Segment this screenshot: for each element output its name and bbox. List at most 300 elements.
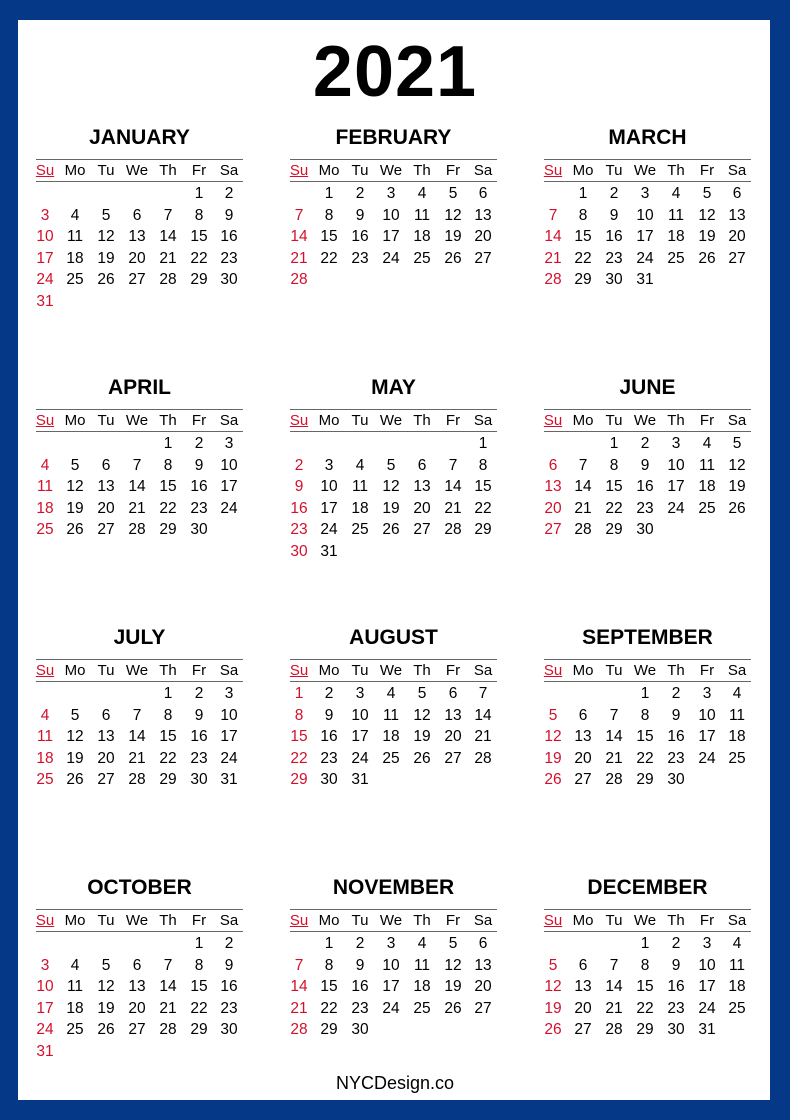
date: 25: [413, 249, 431, 267]
weekday-label: Sa: [727, 662, 747, 679]
sunday-date: 30: [290, 543, 308, 560]
date: 3: [702, 685, 712, 702]
date: 5: [70, 456, 80, 474]
weekday-header-top-rule: [36, 909, 243, 910]
date: 21: [474, 728, 492, 746]
date: 2: [640, 435, 650, 452]
date: 15: [159, 728, 177, 746]
date: 19: [97, 249, 115, 267]
date: 7: [163, 206, 173, 224]
weekday-label: Sa: [727, 162, 747, 179]
date: 25: [698, 499, 716, 517]
date: 18: [728, 978, 746, 996]
sunday-date: 6: [548, 456, 558, 474]
date: 18: [667, 228, 685, 246]
date: 15: [574, 228, 592, 246]
date: 9: [224, 956, 234, 974]
date: 21: [574, 499, 592, 517]
sunday-date: 21: [290, 999, 308, 1017]
date: 15: [474, 478, 492, 496]
date: 3: [355, 685, 365, 702]
weekday-label: Tu: [97, 162, 115, 179]
date: 15: [190, 228, 208, 246]
date: 25: [66, 271, 84, 289]
date: 4: [417, 185, 427, 202]
weekday-header-bottom-rule: [36, 931, 243, 932]
date: 9: [355, 206, 365, 224]
sunday-date: 28: [290, 1021, 308, 1039]
date: 17: [320, 499, 338, 517]
date: 12: [97, 228, 115, 246]
weekday-label: Mo: [318, 662, 340, 679]
weekday-header-top-rule: [544, 409, 751, 410]
date: 30: [220, 271, 238, 289]
date: 9: [324, 706, 334, 724]
weekday-label: Su: [35, 162, 55, 179]
weekday-label: Mo: [64, 912, 86, 929]
date: 10: [382, 956, 400, 974]
date: 12: [728, 456, 746, 474]
date: 8: [640, 706, 650, 724]
date: 20: [97, 749, 115, 767]
date: 11: [698, 456, 716, 474]
date: 20: [574, 749, 592, 767]
date: 19: [66, 749, 84, 767]
weekday-header: [36, 161, 243, 181]
date: 5: [101, 206, 111, 224]
weekday-label: We: [125, 412, 149, 429]
weekday-label: Fr: [699, 412, 715, 429]
date: 15: [320, 228, 338, 246]
date: 19: [413, 728, 431, 746]
weekday-label: Mo: [318, 412, 340, 429]
date: 3: [224, 435, 234, 452]
date: 26: [413, 749, 431, 767]
date: 3: [640, 185, 650, 202]
weekday-label: Th: [413, 662, 431, 679]
weekday-header-bottom-rule: [36, 181, 243, 182]
weekday-label: We: [379, 662, 403, 679]
weekday-label: Su: [543, 412, 563, 429]
sunday-date: 18: [36, 749, 54, 767]
date: 17: [636, 228, 654, 246]
sunday-date: 20: [544, 499, 562, 517]
weekday-label: Sa: [219, 162, 239, 179]
sunday-date: 24: [36, 1021, 54, 1039]
weekday-label: We: [633, 912, 657, 929]
date: 13: [574, 978, 592, 996]
date: 18: [728, 728, 746, 746]
date: 21: [605, 749, 623, 767]
date: 21: [159, 249, 177, 267]
weekday-label: Su: [543, 162, 563, 179]
date: 12: [444, 206, 462, 224]
date: 12: [413, 706, 431, 724]
weekday-label: Fr: [191, 162, 207, 179]
sunday-date: 7: [294, 956, 304, 974]
weekday-label: Fr: [445, 162, 461, 179]
weekday-label: Sa: [473, 912, 493, 929]
date: 25: [728, 999, 746, 1017]
date: 7: [163, 956, 173, 974]
date: 13: [728, 206, 746, 224]
date: 24: [351, 749, 369, 767]
weekday-header: [544, 161, 751, 181]
weekday-label: Fr: [191, 912, 207, 929]
date: 8: [163, 456, 173, 474]
weekday-label: Sa: [219, 412, 239, 429]
date: 20: [128, 249, 146, 267]
weekday-label: Tu: [351, 662, 369, 679]
weekday-label: Mo: [572, 162, 594, 179]
sunday-date: 17: [36, 999, 54, 1017]
date: 24: [698, 749, 716, 767]
date: 18: [66, 249, 84, 267]
date: 8: [194, 956, 204, 974]
weekday-label: Sa: [219, 662, 239, 679]
date: 11: [413, 956, 431, 974]
date: 20: [574, 999, 592, 1017]
sunday-date: 21: [544, 249, 562, 267]
date: 4: [417, 935, 427, 952]
date: 6: [101, 456, 111, 474]
date: 2: [355, 935, 365, 952]
weekday-label: Th: [159, 662, 177, 679]
date: 5: [386, 456, 396, 474]
weekday-header-top-rule: [290, 659, 497, 660]
date: 7: [132, 456, 142, 474]
date: 14: [159, 228, 177, 246]
weekday-label: We: [125, 162, 149, 179]
date: 12: [66, 728, 84, 746]
date: 25: [382, 749, 400, 767]
weekday-header-top-rule: [290, 159, 497, 160]
weekday-header: [290, 911, 497, 931]
date: 23: [351, 999, 369, 1017]
date: 1: [609, 435, 619, 452]
date: 29: [636, 771, 654, 789]
weekday-header-bottom-rule: [544, 681, 751, 682]
sunday-date: 15: [290, 728, 308, 746]
date: 7: [448, 456, 458, 474]
date: 26: [382, 521, 400, 539]
date: 17: [351, 728, 369, 746]
date: 20: [474, 978, 492, 996]
date: 30: [190, 521, 208, 539]
date: 15: [605, 478, 623, 496]
date: 6: [417, 456, 427, 474]
date: 25: [667, 249, 685, 267]
date: 23: [220, 249, 238, 267]
date: 13: [574, 728, 592, 746]
weekday-label: Th: [667, 412, 685, 429]
sunday-date: 27: [544, 521, 562, 539]
date: 18: [66, 999, 84, 1017]
date: 28: [574, 521, 592, 539]
date: 18: [382, 728, 400, 746]
date: 13: [444, 706, 462, 724]
date: 28: [444, 521, 462, 539]
date: 10: [636, 206, 654, 224]
date: 29: [636, 1021, 654, 1039]
weekday-label: Su: [35, 912, 55, 929]
date: 13: [97, 478, 115, 496]
date: 22: [605, 499, 623, 517]
date: 23: [667, 749, 685, 767]
sunday-date: 7: [294, 206, 304, 224]
sunday-date: 26: [544, 771, 562, 789]
sunday-date: 11: [36, 478, 54, 496]
date: 25: [413, 999, 431, 1017]
date: 1: [578, 185, 588, 202]
weekday-label: Mo: [318, 912, 340, 929]
sunday-date: 25: [36, 771, 54, 789]
date: 5: [732, 435, 742, 452]
date: 2: [194, 685, 204, 702]
date: 22: [159, 749, 177, 767]
date: 25: [66, 1021, 84, 1039]
date: 10: [220, 456, 238, 474]
date: 27: [574, 771, 592, 789]
weekday-label: Su: [289, 662, 309, 679]
date: 16: [351, 228, 369, 246]
date: 8: [194, 206, 204, 224]
sunday-date: 19: [544, 999, 562, 1017]
month-name: OCTOBER: [87, 876, 192, 899]
date: 8: [609, 456, 619, 474]
weekday-header-bottom-rule: [544, 181, 751, 182]
weekday-label: Th: [413, 912, 431, 929]
date: 16: [190, 478, 208, 496]
date: 23: [220, 999, 238, 1017]
weekday-label: Tu: [351, 412, 369, 429]
date: 11: [728, 956, 746, 974]
date: 19: [66, 499, 84, 517]
date: 13: [413, 478, 431, 496]
date: 1: [640, 935, 650, 952]
date: 12: [444, 956, 462, 974]
date: 2: [324, 685, 334, 702]
date: 9: [671, 706, 681, 724]
weekday-label: Th: [159, 412, 177, 429]
date: 27: [728, 249, 746, 267]
date: 4: [732, 685, 742, 702]
date: 16: [190, 728, 208, 746]
date: 3: [324, 456, 334, 474]
weekday-header-top-rule: [544, 659, 751, 660]
date: 20: [444, 728, 462, 746]
weekday-label: Mo: [572, 412, 594, 429]
sunday-date: 31: [36, 1043, 54, 1060]
date: 3: [386, 935, 396, 952]
sunday-date: 28: [544, 271, 562, 289]
weekday-label: Sa: [219, 912, 239, 929]
date: 13: [474, 956, 492, 974]
date: 31: [698, 1021, 716, 1039]
weekday-label: Su: [543, 662, 563, 679]
sunday-date: 3: [40, 956, 50, 974]
sunday-date: 28: [290, 271, 308, 289]
date: 12: [97, 978, 115, 996]
date: 8: [163, 706, 173, 724]
weekday-header: [36, 911, 243, 931]
date: 8: [324, 956, 334, 974]
weekday-label: Mo: [318, 162, 340, 179]
weekday-header: [544, 411, 751, 431]
weekday-label: Tu: [605, 162, 623, 179]
date: 5: [70, 706, 80, 724]
weekday-header-top-rule: [544, 159, 751, 160]
weekday-label: Su: [289, 412, 309, 429]
month-name: SEPTEMBER: [582, 626, 713, 649]
weekday-label: Mo: [572, 662, 594, 679]
date: 1: [163, 685, 173, 702]
sunday-date: 10: [36, 978, 54, 996]
weekday-label: Fr: [445, 662, 461, 679]
sunday-date: 4: [40, 456, 50, 474]
date: 6: [132, 956, 142, 974]
date: 26: [444, 249, 462, 267]
weekday-header-bottom-rule: [544, 931, 751, 932]
weekday-header: [290, 161, 497, 181]
date: 4: [702, 435, 712, 452]
weekday-label: We: [633, 662, 657, 679]
weekday-label: Tu: [97, 912, 115, 929]
date: 14: [159, 978, 177, 996]
date: 11: [382, 706, 400, 724]
date: 11: [728, 706, 746, 724]
date: 23: [190, 749, 208, 767]
date: 9: [194, 456, 204, 474]
weekday-label: Th: [667, 662, 685, 679]
date: 24: [320, 521, 338, 539]
date: 4: [386, 685, 396, 702]
date: 7: [578, 456, 588, 474]
date: 7: [478, 685, 488, 702]
sunday-date: 26: [544, 1021, 562, 1039]
date: 28: [159, 271, 177, 289]
date: 19: [444, 228, 462, 246]
date: 8: [578, 206, 588, 224]
sunday-date: 31: [36, 293, 54, 310]
date: 22: [320, 999, 338, 1017]
weekday-label: We: [633, 162, 657, 179]
weekday-header-top-rule: [290, 909, 497, 910]
date: 9: [640, 456, 650, 474]
date: 4: [70, 956, 80, 974]
date: 10: [698, 956, 716, 974]
date: 11: [667, 206, 685, 224]
sunday-date: 19: [544, 749, 562, 767]
date: 23: [320, 749, 338, 767]
date: 3: [224, 685, 234, 702]
date: 17: [382, 228, 400, 246]
date: 22: [190, 999, 208, 1017]
sunday-date: 25: [36, 521, 54, 539]
date: 27: [128, 1021, 146, 1039]
sunday-date: 7: [548, 206, 558, 224]
date: 7: [609, 706, 619, 724]
date: 21: [159, 999, 177, 1017]
date: 28: [128, 771, 146, 789]
sunday-date: 11: [36, 728, 54, 746]
weekday-header-top-rule: [544, 909, 751, 910]
date: 2: [671, 685, 681, 702]
month-name: FEBRUARY: [335, 126, 452, 149]
date: 21: [128, 499, 146, 517]
date: 31: [320, 543, 338, 560]
date: 29: [605, 521, 623, 539]
date: 27: [97, 521, 115, 539]
date: 22: [320, 249, 338, 267]
date: 31: [636, 271, 654, 289]
date: 18: [698, 478, 716, 496]
sunday-date: 9: [294, 478, 304, 496]
sunday-date: 8: [294, 706, 304, 724]
weekday-header-bottom-rule: [290, 181, 497, 182]
weekday-label: Su: [289, 162, 309, 179]
date: 8: [640, 956, 650, 974]
weekday-label: Su: [543, 912, 563, 929]
date: 15: [159, 478, 177, 496]
date: 17: [667, 478, 685, 496]
month-name: MARCH: [608, 126, 687, 149]
date: 5: [448, 185, 458, 202]
date: 2: [224, 935, 234, 952]
sunday-date: 14: [290, 228, 308, 246]
weekday-label: Tu: [97, 662, 115, 679]
date: 9: [609, 206, 619, 224]
date: 12: [382, 478, 400, 496]
date: 15: [636, 728, 654, 746]
date: 23: [351, 249, 369, 267]
date: 16: [605, 228, 623, 246]
sunday-date: 17: [36, 249, 54, 267]
date: 24: [667, 499, 685, 517]
weekday-label: Mo: [64, 662, 86, 679]
sunday-date: 5: [548, 956, 558, 974]
date: 11: [66, 978, 84, 996]
date: 6: [101, 706, 111, 724]
date: 16: [351, 978, 369, 996]
date: 16: [220, 978, 238, 996]
date: 7: [609, 956, 619, 974]
date: 17: [220, 728, 238, 746]
sunday-date: 4: [40, 706, 50, 724]
weekday-label: We: [379, 412, 403, 429]
weekday-header-top-rule: [290, 409, 497, 410]
sunday-date: 3: [40, 206, 50, 224]
weekday-label: Mo: [572, 912, 594, 929]
date: 17: [698, 978, 716, 996]
weekday-label: Su: [289, 912, 309, 929]
weekday-header-top-rule: [36, 659, 243, 660]
sunday-date: 18: [36, 499, 54, 517]
date: 1: [324, 935, 334, 952]
date: 6: [478, 185, 488, 202]
date: 29: [474, 521, 492, 539]
date: 29: [190, 271, 208, 289]
date: 17: [382, 978, 400, 996]
date: 6: [448, 685, 458, 702]
date: 1: [163, 435, 173, 452]
month-name: JANUARY: [89, 126, 190, 149]
date: 8: [324, 206, 334, 224]
date: 10: [220, 706, 238, 724]
date: 3: [702, 935, 712, 952]
date: 18: [351, 499, 369, 517]
date: 24: [220, 499, 238, 517]
